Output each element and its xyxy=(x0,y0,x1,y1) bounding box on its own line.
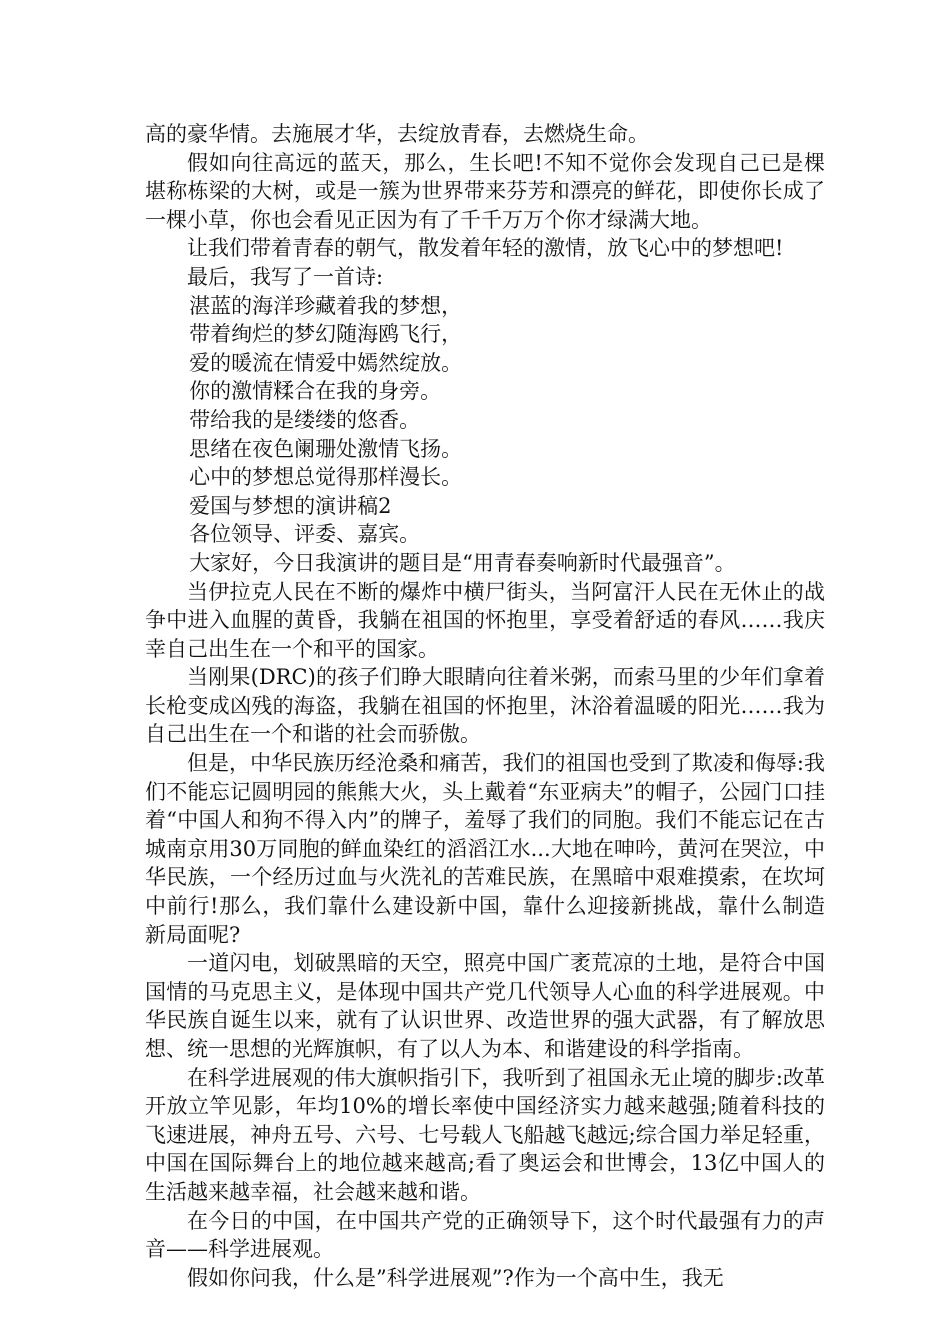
poem-line: 带着绚烂的梦幻随海鸥飞行， xyxy=(189,322,463,347)
paragraph: 高的豪华情。去施展才华，去绽放青春，去燃烧生命。 xyxy=(145,122,649,146)
paragraph: 当刚果(DRC)的孩子们睁大眼睛向往着米粥，而索马里的少年们拿着长枪变成凶残的海盗，我躺在祖国的怀抱里，沐浴着温暖的阳光……我为自己出生在一个和谐的社会而骄傲。 xyxy=(145,665,825,747)
paragraph: 假如你问我，什么是”科学进展观”?作为一个高中生，我无 xyxy=(187,1265,724,1290)
poem-line: 带给我的是缕缕的悠香。 xyxy=(189,407,421,432)
paragraph: 假如向往高远的蓝天，那么，生长吧!不知不觉你会发现自己已是棵堪称栋梁的大树，或是一簇为世界带来芬芳和漂亮的鲜花，即使你长成了一棵小草，你也会看见正因为有了千千万万个你才绿满大地。 xyxy=(145,150,825,232)
poem-line: 心中的梦想总觉得那样漫长。 xyxy=(189,465,463,490)
paragraph: 最后，我写了一首诗: xyxy=(187,264,384,289)
paragraph: 但是，中华民族历经沧桑和痛苦，我们的祖国也受到了欺凌和侮辱:我们不能忘记圆明园的熊熊大火，头上戴着“东亚病夫”的帽子，公园门口挂着“中国人和狗不得入内”的牌子，羞辱了我们的同胞。我们不能忘记在古城南京用30万同胞的鲜血染红的滔滔江水...大地在呻吟，黄河在哭泣，中华民族，一个经历过血与火洗礼的苦难民族，在黑暗中艰难摸索，在坎坷中前行!那么，我们靠什么建设新中国，靠什么迎接新挑战，靠什么制造新局面呢? xyxy=(145,751,825,947)
paragraph: 大家好，今日我演讲的题目是“用青春奏响新时代最强音”。 xyxy=(189,550,736,575)
poem-line: 湛蓝的海洋珍藏着我的梦想， xyxy=(189,293,463,318)
paragraph: 当伊拉克人民在不断的爆炸中横尸街头，当阿富汗人民在无休止的战争中进入血腥的黄昏，我躺在祖国的怀抱里，享受着舒适的春风……我庆幸自己出生在一个和平的国家。 xyxy=(145,579,825,661)
salutation: 各位领导、评委、嘉宾。 xyxy=(189,522,421,547)
paragraph: 在今日的中国，在中国共产党的正确领导下，这个时代最强有力的声音——科学进展观。 xyxy=(145,1208,825,1262)
paragraph: 一道闪电，划破黑暗的天空，照亮中国广袤荒凉的土地，是符合中国国情的马克思主义，是体现中国共产党几代领导人心血的科学进展观。中华民族自诞生以来，就有了认识世界、改造世界的强大武器，有了解放思想、统一思想的光辉旗帜，有了以人为本、和谐建设的科学指南。 xyxy=(145,951,825,1061)
poem-line: 爱的暖流在情爱中嫣然绽放。 xyxy=(189,350,463,375)
document-body xyxy=(145,120,825,1292)
poem-line: 你的激情糅合在我的身旁。 xyxy=(189,379,442,404)
paragraph: 让我们带着青春的朝气，散发着年轻的激情，放飞心中的梦想吧! xyxy=(187,236,784,261)
section-heading: 爱国与梦想的演讲稿2 xyxy=(189,493,392,518)
paragraph: 在科学进展观的伟大旗帜指引下，我听到了祖国永无止境的脚步:改革开放立竿见影，年均10%的增长率使中国经济实力越来越强;随着科技的飞速进展，神舟五号、六号、七号载人飞船越飞越远;综合国力举足轻重，中国在国际舞台上的地位越来越高;看了奥运会和世博会，13亿中国人的生活越来越幸福，社会越来越和谐。 xyxy=(145,1065,825,1204)
poem-line: 思绪在夜色阑珊处激情飞扬。 xyxy=(189,436,463,461)
